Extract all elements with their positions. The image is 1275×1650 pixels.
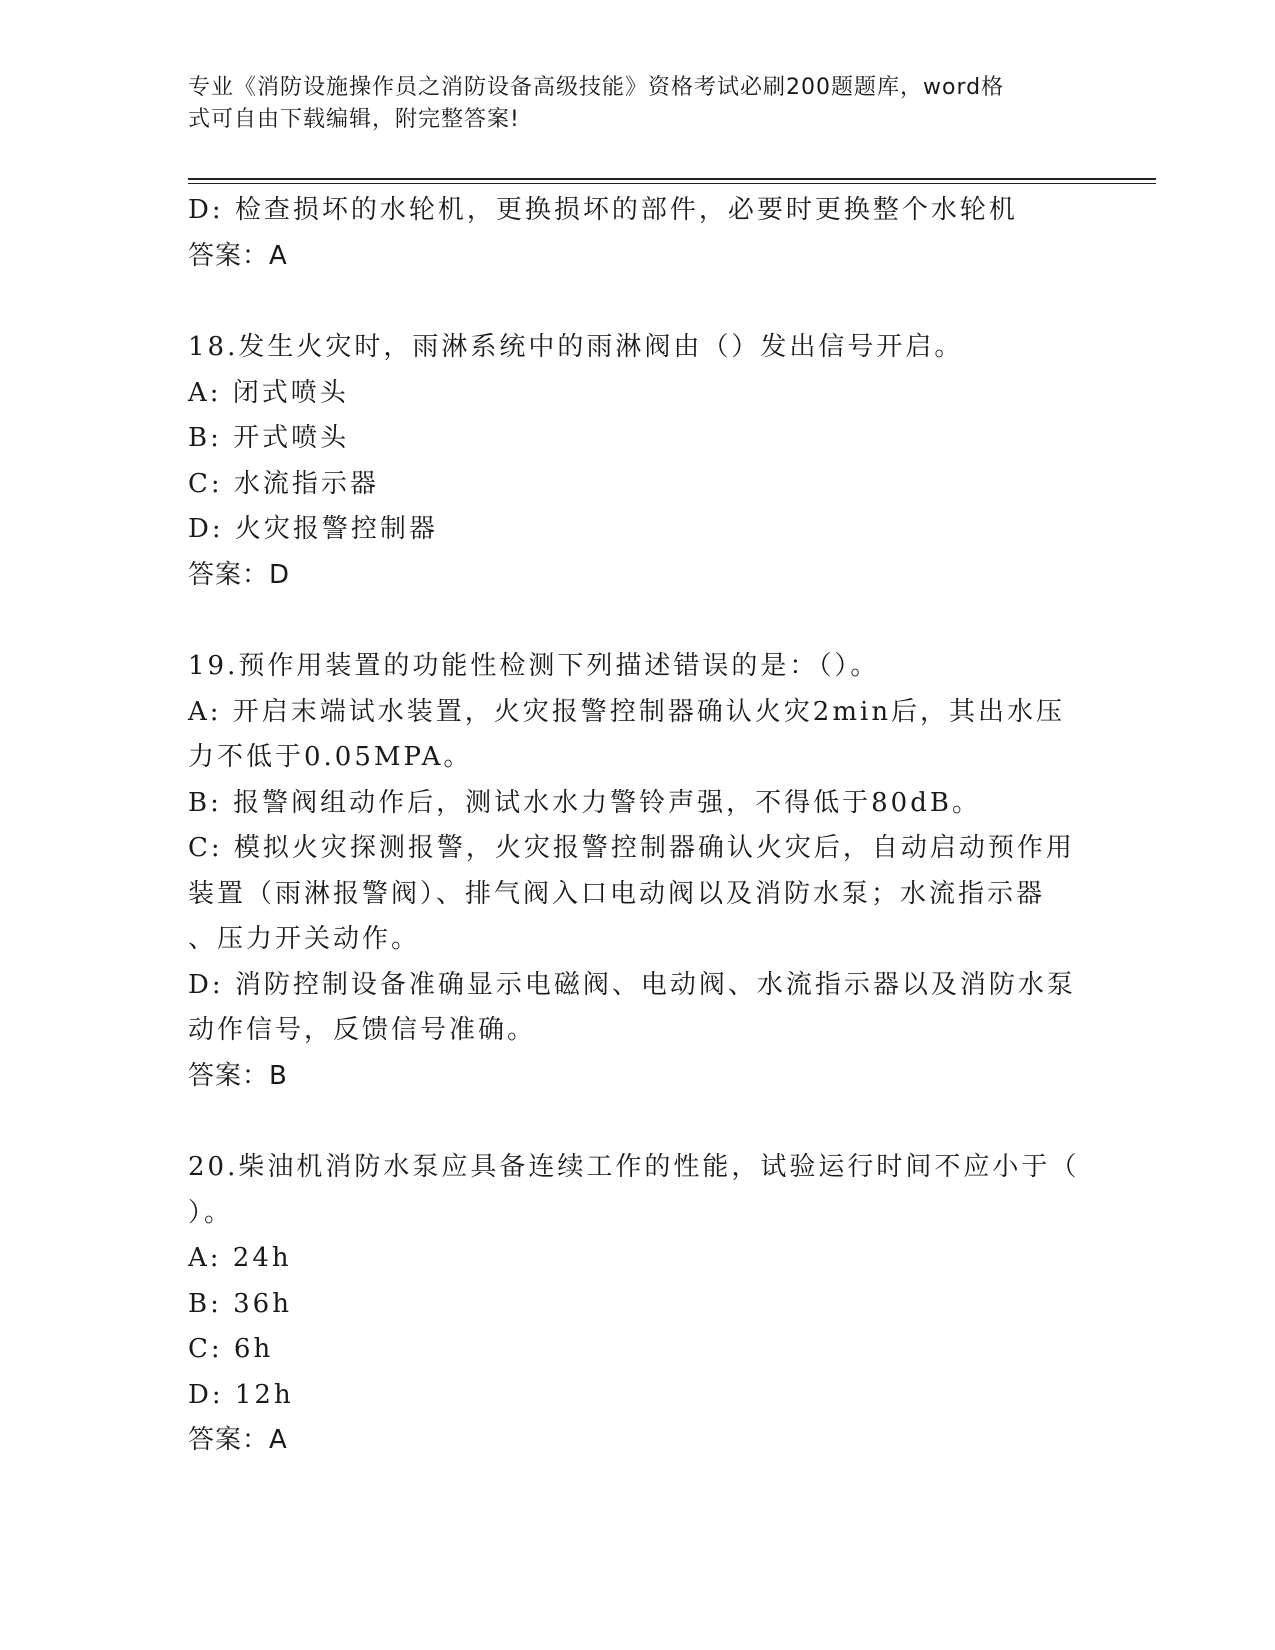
option-c-line-1: C: 模拟火灾探测报警，火灾报警控制器确认火灾后，自动启动预作用 — [188, 833, 1075, 863]
option-c: C: 水流指示器 — [188, 468, 379, 499]
option-d: D: 火灾报警控制器 — [188, 514, 438, 544]
option-c-line-3: 、压力开关动作。 — [188, 924, 421, 954]
option-d: D: 12h — [188, 1379, 294, 1410]
carryover-answer: 答案：A — [188, 240, 288, 271]
option-b: B: 报警阀组动作后，测试水水力警铃声强，不得低于80dB。 — [188, 787, 981, 818]
header-divider-thick — [188, 178, 1156, 180]
question-18 — [188, 325, 1088, 598]
question-text-line-1: 20.柴油机消防水泵应具备连续工作的性能，试验运行时间不应小于（ — [188, 1152, 1080, 1182]
question-text: 18.发生火灾时，雨淋系统中的雨淋阀由（）发出信号开启。 — [188, 332, 964, 362]
option-a-line-2: 力不低于0.05MPA。 — [188, 742, 473, 772]
question-text: 19.预作用装置的功能性检测下列描述错误的是：（）。 — [188, 651, 880, 681]
option-d-line-2: 动作信号，反馈信号准确。 — [188, 1015, 537, 1045]
option-c-line-2: 装置（雨淋报警阀）、排气阀入口电动阀以及消防水泵；水流指示器 — [188, 878, 1046, 909]
carryover-option-d: D: 检查损坏的水轮机，更换损坏的部件，必要时更换整个水轮机 — [188, 195, 1018, 225]
question-text-line-2: ）。 — [188, 1197, 234, 1228]
option-a: A: 24h — [188, 1243, 292, 1273]
option-c: C: 6h — [188, 1334, 274, 1364]
answer: 答案：A — [188, 1425, 288, 1455]
question-content — [188, 188, 1088, 1464]
option-b: B: 36h — [188, 1288, 292, 1319]
question-19 — [188, 644, 1088, 1099]
answer: 答案：D — [188, 559, 291, 590]
answer: 答案：B — [188, 1060, 288, 1091]
option-d-line-1: D: 消防控制设备准确显示电磁阀、电动阀、水流指示器以及消防水泵 — [188, 969, 1076, 1000]
option-b: B: 开式喷头 — [188, 423, 350, 453]
header-divider-thin — [188, 183, 1156, 184]
option-a: A: 闭式喷头 — [188, 377, 349, 408]
header-title-line-2: 式可自由下载编辑，附完整答案! — [188, 107, 520, 132]
question-20 — [188, 1145, 1088, 1464]
header-title-line-1: 专业《消防设施操作员之消防设备高级技能》资格考试必刷200题题库，word格 — [188, 75, 1005, 100]
document-header — [188, 72, 1068, 136]
option-a-line-1: A: 开启末端试水装置，火灾报警控制器确认火灾2min后，其出水压 — [188, 696, 1066, 727]
